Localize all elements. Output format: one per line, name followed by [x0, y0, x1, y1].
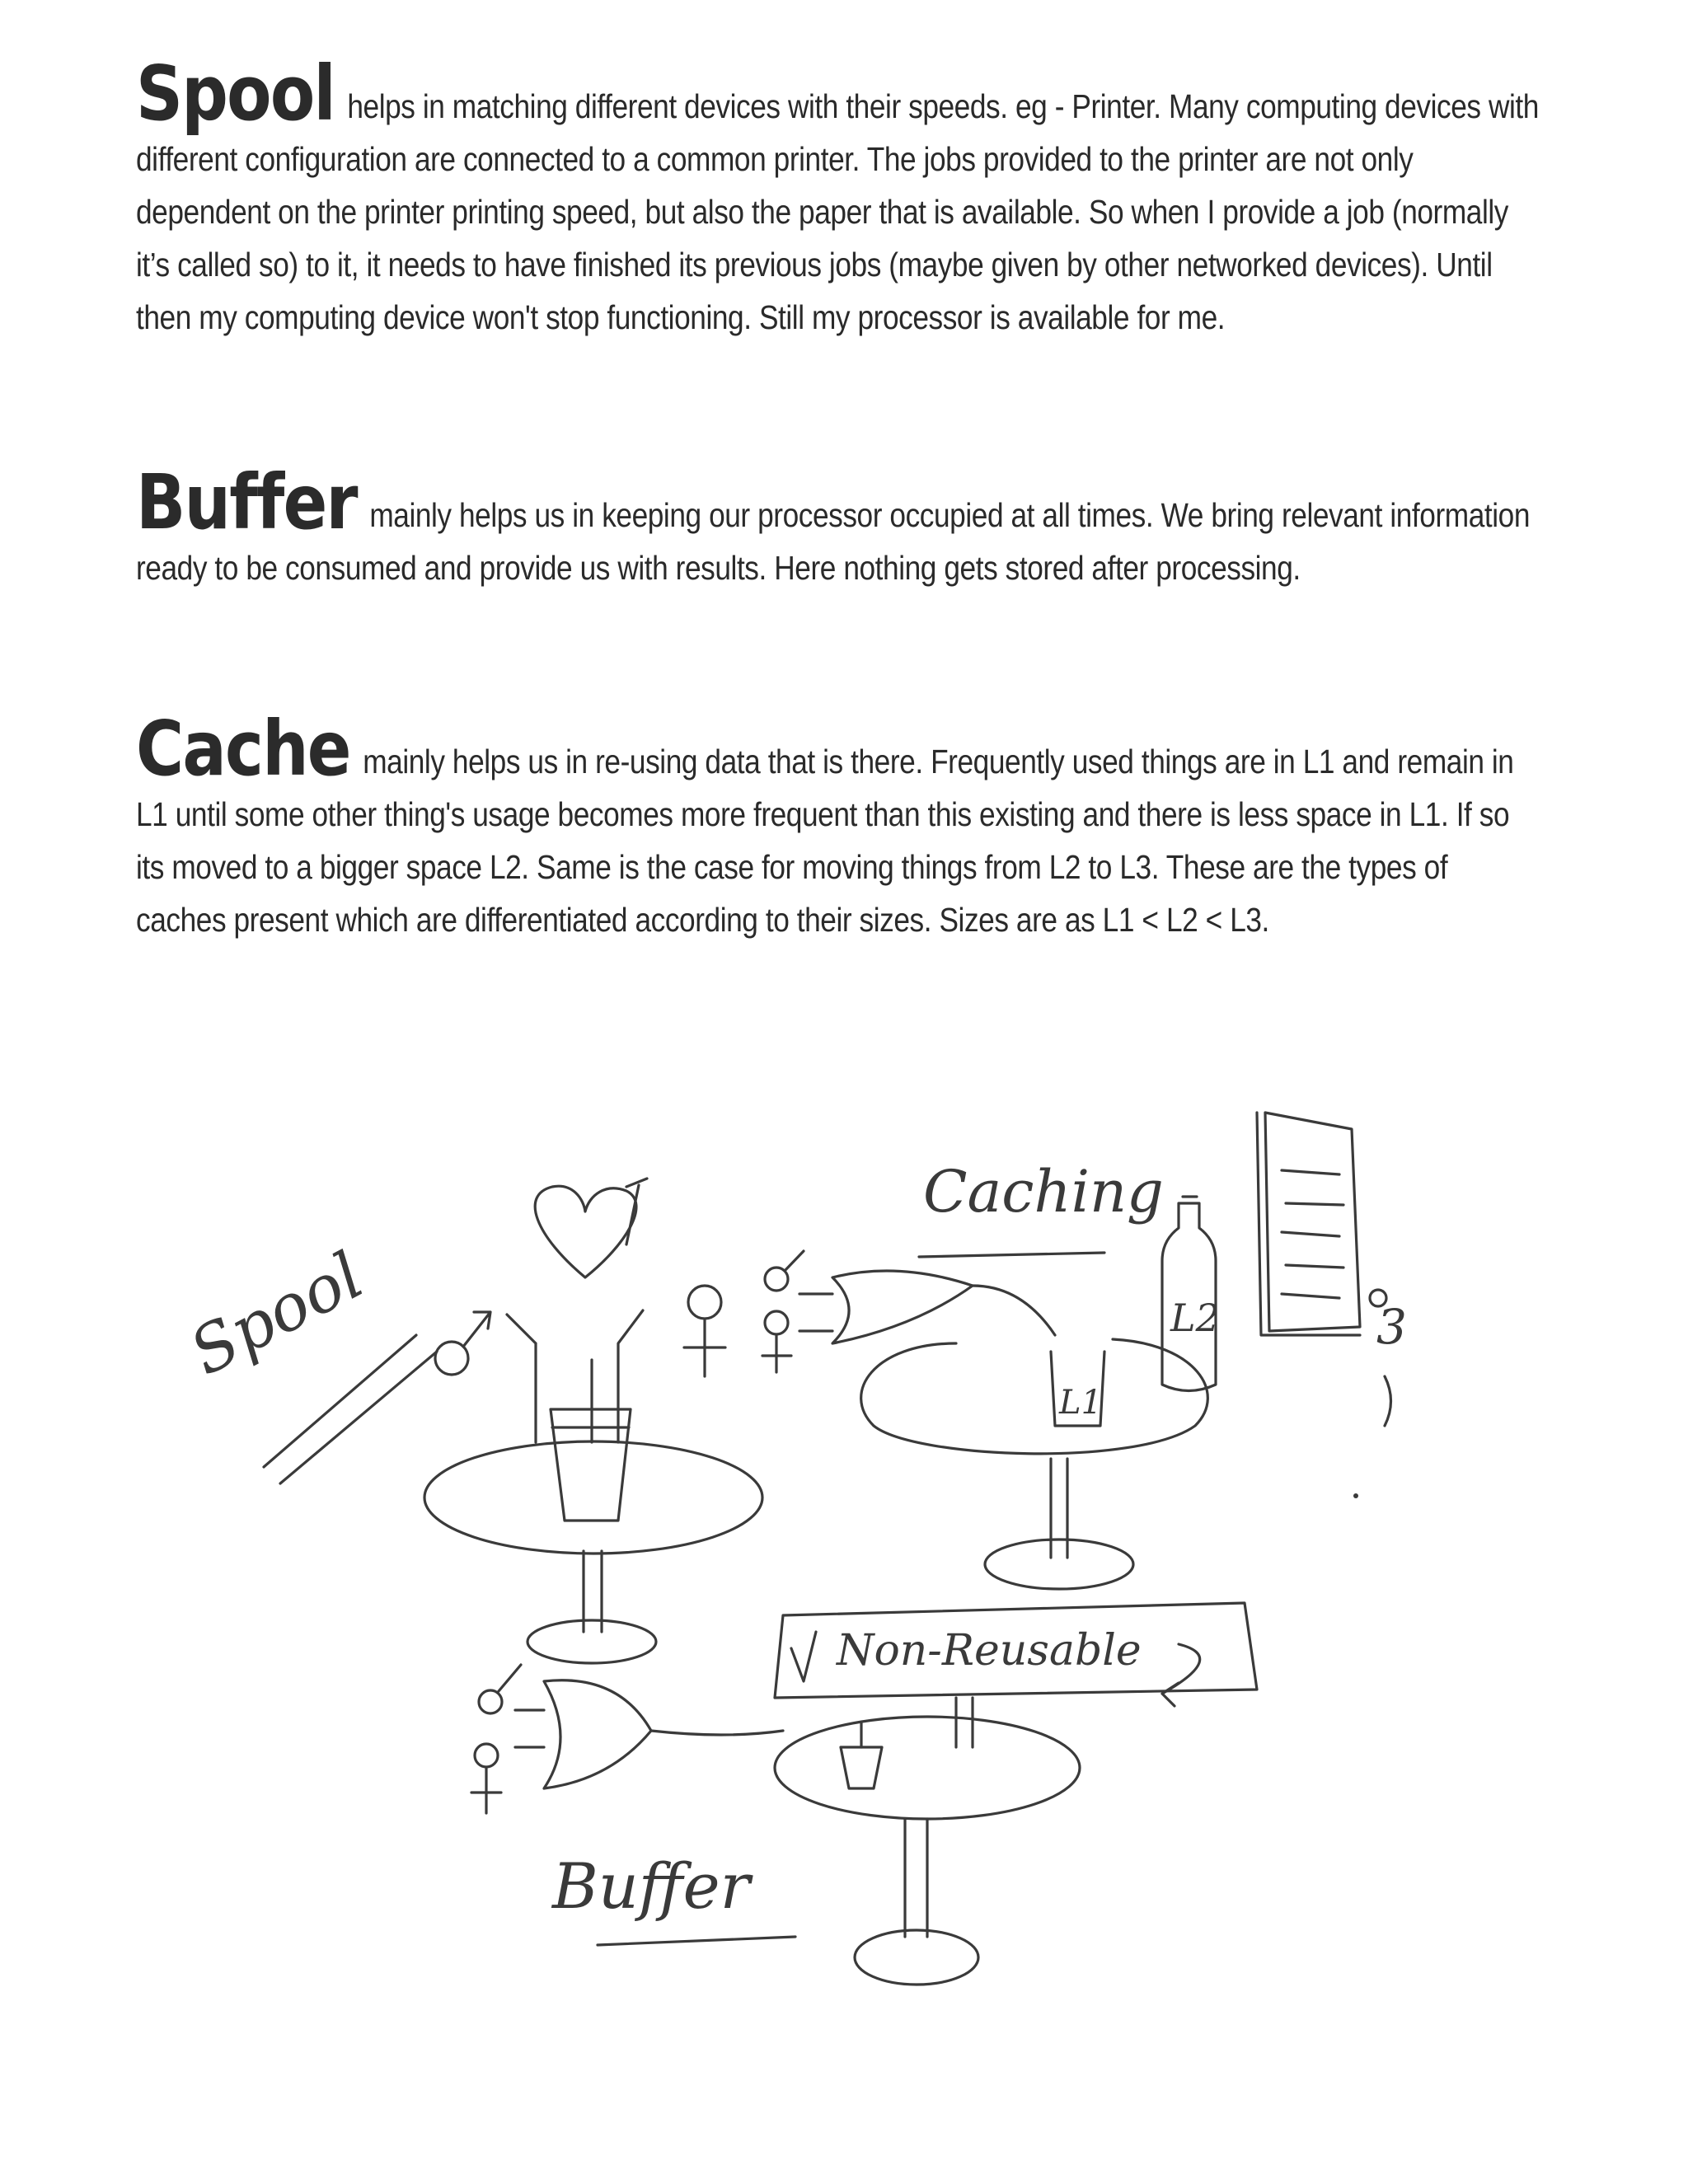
- heart-icon: [535, 1186, 636, 1277]
- cache-text: mainly helps us in re-using data that is there. Frequently used things are in L1 and remain in L1 until some other thing's usage becomes more frequent than this existing and there is less space in L1. If so its moved to a bigger space L2. Same is the case for moving things from L2 to L3. These are the types of caches present which are differentiated according to their sizes. Sizes are as L1 < L2 < L3.: [136, 743, 1514, 939]
- spool-table: [424, 1441, 762, 1663]
- buffer-heading: Buffer: [136, 458, 357, 546]
- funnel-icon-top: [762, 1251, 1055, 1372]
- cache-paragraph: [136, 705, 1540, 946]
- caching-table: [861, 1339, 1208, 1589]
- sketch-label-l2: L2: [1170, 1296, 1220, 1340]
- sketch-label-l1: L1: [1059, 1384, 1103, 1422]
- l3-shelf-icon: [1257, 1113, 1407, 1426]
- sketch-label-spool: Spool: [190, 1238, 376, 1390]
- male-symbol-icon: [435, 1312, 490, 1375]
- spool-paragraph: [136, 49, 1540, 344]
- buffer-paragraph: [136, 458, 1540, 594]
- spool-underline-2: [280, 1352, 437, 1483]
- spool-text: helps in matching different devices with their speeds. eg - Printer. Many computing devices with different configuration are connected to a common printer. The jobs provided to the printer are not only dependent on the printer printing speed, but also the paper that is available. So when I provide a job (normally it’s called so) to it, it needs to have finished its previous jobs (maybe given by other networked devices). Until then my computing device won't stop functioning. Still my processor is available for me.: [136, 87, 1539, 336]
- sketch-label-caching: Caching: [923, 1158, 1164, 1226]
- glass-icon: [507, 1310, 643, 1521]
- spool-underline-1: [264, 1335, 416, 1467]
- l1-cup-icon: [1051, 1352, 1104, 1426]
- buffer-underline: [598, 1937, 795, 1945]
- stray-dot: [1353, 1493, 1358, 1498]
- funnel-icon-bottom: [471, 1665, 783, 1813]
- hand-drawn-sketch: [190, 1096, 1442, 2019]
- l2-bottle-icon: [1162, 1197, 1220, 1391]
- cache-heading: Cache: [136, 705, 350, 793]
- buffer-table: [775, 1717, 1080, 1985]
- sketch-label-l3: 3: [1376, 1299, 1407, 1355]
- sketch-label-nonreusable: Non-Reusable: [837, 1626, 1142, 1675]
- caching-underline: [919, 1253, 1104, 1257]
- female-symbol-icon: [684, 1286, 725, 1376]
- sketch-svg: [190, 1096, 1442, 2019]
- buffer-text: mainly helps us in keeping our processor occupied at all times. We bring relevant information ready to be consumed and provide us with results. Here nothing gets stored after processing.: [136, 496, 1531, 587]
- sketch-label-buffer: Buffer: [552, 1849, 750, 1923]
- spool-heading: Spool: [136, 49, 335, 138]
